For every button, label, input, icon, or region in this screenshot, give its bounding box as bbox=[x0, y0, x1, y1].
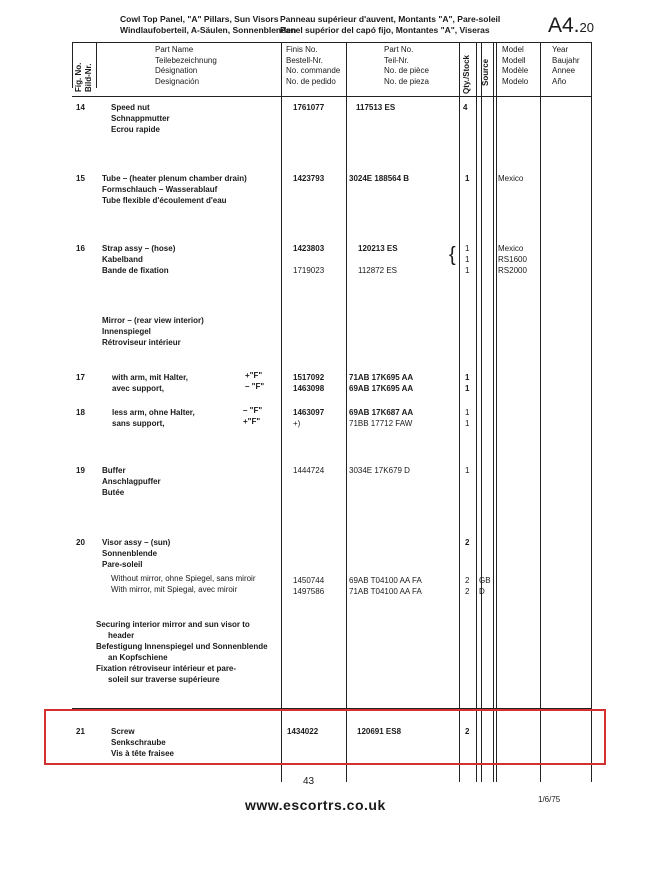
title-english-german: Cowl Top Panel, "A" Pillars, Sun Visors Windlaufoberteil, A-Säulen, Sonnenblenden bbox=[120, 14, 297, 35]
mirror-group-name: Mirror – (rear view interior) Innenspiegel Rétroviseur intérieur bbox=[102, 316, 204, 347]
part-name-15: Tube – (heater plenum chamber drain) Formschlauch – Wasserablauf Tube flexible d'écoulement d'eau bbox=[102, 174, 247, 205]
part-name-20: Visor assy – (sun) Sonnenblende Pare-soleil bbox=[102, 538, 171, 569]
source-20: GB D bbox=[479, 576, 491, 596]
brace-16: { bbox=[449, 244, 456, 266]
table-header-rule bbox=[72, 96, 592, 97]
finis-14: 1761077 bbox=[293, 103, 325, 112]
title-french-spanish: Panneau supérieur d'auvent, Montants "A", Pare-soleil Panel supérior del capó fijo, Montantes "A", Viseras bbox=[280, 14, 501, 35]
finis-15: 1423793 bbox=[293, 174, 325, 183]
col-finis-no: Finis No. Bestell-Nr. No. commande No. de pedido bbox=[286, 45, 341, 86]
fig-20: 20 bbox=[76, 538, 85, 547]
col-model: Model Modell Modèle Modelo bbox=[502, 45, 529, 86]
qty-20: 2 bbox=[465, 538, 470, 547]
col-bild-nr: Bild-Nr. bbox=[84, 63, 93, 92]
finis-19: 1444724 bbox=[293, 466, 325, 475]
col-part-no: Part No. Teil-Nr. No. de pièce No. de pieza bbox=[384, 45, 429, 86]
finis-16b: 1719023 bbox=[293, 266, 325, 275]
col-rule bbox=[459, 42, 460, 782]
fig-19: 19 bbox=[76, 466, 85, 475]
tag-17: +"F" – "F" bbox=[245, 371, 265, 391]
fig-21: 21 bbox=[76, 727, 85, 736]
col-rule bbox=[346, 42, 347, 782]
finis-21: 1434022 bbox=[287, 727, 319, 736]
part-no-16a: 120213 ES bbox=[358, 244, 398, 253]
qty-19: 1 bbox=[465, 466, 470, 475]
col-source: Source bbox=[481, 58, 490, 86]
fig-18: 18 bbox=[76, 408, 85, 417]
qty-14: 4 bbox=[463, 103, 468, 112]
model-16: Mexico RS1600 RS2000 bbox=[498, 244, 527, 275]
qty-18: 1 1 bbox=[465, 408, 470, 428]
page-number: 43 bbox=[303, 776, 315, 787]
part-no-14: 117513 ES bbox=[356, 103, 396, 112]
fig-15: 15 bbox=[76, 174, 85, 183]
part-no-16b: 112872 ES bbox=[358, 266, 397, 275]
issue-date: 1/6/75 bbox=[538, 795, 561, 804]
qty-20-variants: 2 2 bbox=[465, 576, 470, 596]
col-rule bbox=[72, 42, 73, 88]
col-part-name: Part Name Teilebezeichnung Désignation Designación bbox=[155, 45, 217, 86]
page-code: A4.20 bbox=[548, 14, 594, 37]
col-qty: Qty./Stock bbox=[462, 55, 471, 94]
qty-21: 2 bbox=[465, 727, 470, 736]
tag-18: – "F" +"F" bbox=[243, 406, 263, 426]
col-rule bbox=[481, 42, 482, 782]
finis-17: 1517092 1463098 bbox=[293, 373, 325, 393]
part-name-14: Speed nut Schnappmutter Ecrou rapide bbox=[111, 103, 170, 134]
table-top-rule bbox=[72, 42, 592, 43]
visor-variants: Without mirror, ohne Spiegel, sans miroir With mirror, mit Spiegal, avec miroir bbox=[111, 574, 256, 594]
part-name-17: with arm, mit Halter, avec support, bbox=[112, 373, 189, 393]
qty-16: 1 1 1 bbox=[465, 244, 470, 275]
part-no-17: 71AB 17K695 AA 69AB 17K695 AA bbox=[349, 373, 414, 393]
col-rule bbox=[281, 42, 282, 782]
website-link[interactable]: www.escortrs.co.uk bbox=[245, 797, 386, 813]
fig-16: 16 bbox=[76, 244, 85, 253]
col-year: Year Baujahr Annee Año bbox=[552, 45, 580, 86]
part-name-21: Screw Senkschraube Vis à tête fraisee bbox=[111, 727, 175, 758]
part-name-18: less arm, ohne Halter, sans support, bbox=[112, 408, 195, 428]
part-no-21: 120691 ES8 bbox=[357, 727, 402, 736]
part-no-20: 69AB T04100 AA FA 71AB T04100 AA FA bbox=[349, 576, 422, 596]
finis-18: 1463097 +) bbox=[293, 408, 325, 428]
col-rule bbox=[540, 42, 541, 782]
part-name-16: Strap assy – (hose) Kabelband Bande de fixation bbox=[102, 244, 176, 275]
fixing-note: Securing interior mirror and sun visor to header Befestigung Innenspiegel und Sonnenblende an Kopfschiene Fixation rétroviseur intérieur et pare- soleil sur traverse supérieure bbox=[96, 620, 268, 684]
col-rule bbox=[476, 42, 477, 782]
qty-15: 1 bbox=[465, 174, 470, 183]
col-rule bbox=[96, 42, 97, 88]
col-rule bbox=[496, 42, 497, 782]
finis-20: 1450744 1497586 bbox=[293, 576, 325, 596]
fig-14: 14 bbox=[76, 103, 85, 112]
col-fig-no: Fig. No. bbox=[74, 62, 83, 92]
model-15: Mexico bbox=[498, 174, 524, 183]
qty-17: 1 1 bbox=[465, 373, 470, 393]
part-no-15: 3024E 188564 B bbox=[349, 174, 410, 183]
finis-16a: 1423803 bbox=[293, 244, 325, 253]
col-rule bbox=[591, 42, 592, 782]
col-rule bbox=[493, 42, 494, 782]
part-name-19: Buffer Anschlagpuffer Butée bbox=[102, 466, 161, 497]
part-no-18: 69AB 17K687 AA 71BB 17712 FAW bbox=[349, 408, 414, 428]
part-no-19: 3034E 17K679 D bbox=[349, 466, 410, 475]
fig-17: 17 bbox=[76, 373, 85, 382]
